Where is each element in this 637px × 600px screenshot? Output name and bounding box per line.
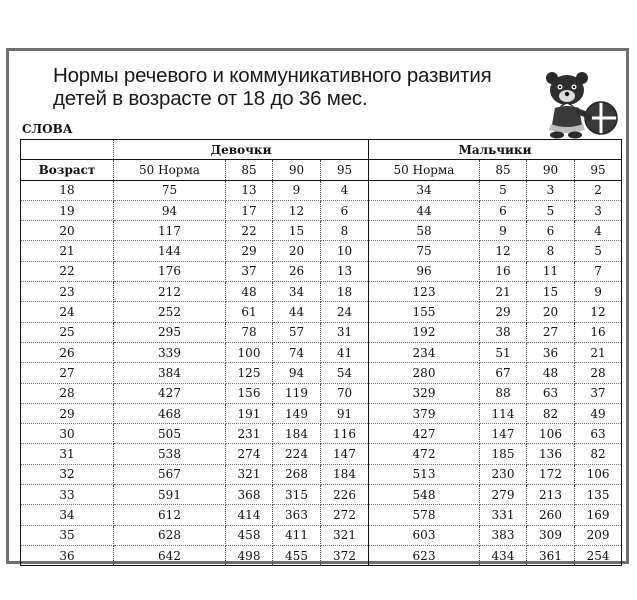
table-row — [21, 221, 622, 241]
boys-value-cell: 5 — [527, 200, 575, 220]
boys-value-cell: 434 — [480, 545, 527, 565]
girls-value-cell: 368 — [226, 485, 273, 505]
boys-value-cell: 49 — [575, 403, 622, 423]
girls-value-cell: 458 — [226, 525, 273, 545]
table-row — [21, 545, 622, 565]
table-row — [21, 485, 622, 505]
age-cell: 24 — [21, 302, 114, 322]
table-row — [21, 322, 622, 342]
age-cell: 31 — [21, 444, 114, 464]
table-row — [21, 180, 622, 200]
boys-value-cell: 472 — [369, 444, 480, 464]
girls-value-cell: 315 — [273, 485, 321, 505]
table-row — [21, 464, 622, 484]
girls-value-cell: 191 — [226, 403, 273, 423]
girls-col-50: 50 Норма — [114, 160, 226, 180]
bear-with-ball-icon — [539, 66, 621, 140]
boys-value-cell: 58 — [369, 221, 480, 241]
boys-value-cell: 260 — [527, 505, 575, 525]
boys-value-cell: 37 — [575, 383, 622, 403]
girls-value-cell: 295 — [114, 322, 226, 342]
table-row — [21, 261, 622, 281]
table-row — [21, 403, 622, 423]
boys-value-cell: 548 — [369, 485, 480, 505]
boys-value-cell: 106 — [527, 424, 575, 444]
boys-value-cell: 5 — [575, 241, 622, 261]
girls-value-cell: 57 — [273, 322, 321, 342]
boys-value-cell: 20 — [527, 302, 575, 322]
table-row — [21, 444, 622, 464]
girls-value-cell: 44 — [273, 302, 321, 322]
girls-value-cell: 41 — [321, 342, 369, 362]
boys-value-cell: 2 — [575, 180, 622, 200]
girls-value-cell: 61 — [226, 302, 273, 322]
boys-value-cell: 63 — [527, 383, 575, 403]
norms-card — [6, 48, 629, 564]
boys-value-cell: 63 — [575, 424, 622, 444]
boys-value-cell: 82 — [527, 403, 575, 423]
boys-value-cell: 6 — [480, 200, 527, 220]
age-cell: 32 — [21, 464, 114, 484]
boys-value-cell: 88 — [480, 383, 527, 403]
table-row — [21, 342, 622, 362]
girls-value-cell: 26 — [273, 261, 321, 281]
girls-value-cell: 184 — [321, 464, 369, 484]
table-row — [21, 282, 622, 302]
age-cell: 22 — [21, 261, 114, 281]
table-row — [21, 525, 622, 545]
age-cell: 33 — [21, 485, 114, 505]
girls-value-cell: 4 — [321, 180, 369, 200]
girls-value-cell: 119 — [273, 383, 321, 403]
girls-value-cell: 48 — [226, 282, 273, 302]
boys-value-cell: 9 — [575, 282, 622, 302]
girls-value-cell: 505 — [114, 424, 226, 444]
girls-value-cell: 212 — [114, 282, 226, 302]
girls-value-cell: 224 — [273, 444, 321, 464]
girls-value-cell: 29 — [226, 241, 273, 261]
boys-value-cell: 209 — [575, 525, 622, 545]
boys-value-cell: 280 — [369, 363, 480, 383]
girls-value-cell: 384 — [114, 363, 226, 383]
girls-value-cell: 15 — [273, 221, 321, 241]
girls-value-cell: 70 — [321, 383, 369, 403]
boys-value-cell: 234 — [369, 342, 480, 362]
age-cell: 26 — [21, 342, 114, 362]
boys-group-header: Мальчики — [369, 140, 622, 160]
boys-value-cell: 7 — [575, 261, 622, 281]
age-cell: 29 — [21, 403, 114, 423]
girls-value-cell: 6 — [321, 200, 369, 220]
girls-col-95: 95 — [321, 160, 369, 180]
boys-value-cell: 82 — [575, 444, 622, 464]
age-cell: 27 — [21, 363, 114, 383]
boys-value-cell: 329 — [369, 383, 480, 403]
girls-value-cell: 9 — [273, 180, 321, 200]
norms-table-body — [21, 180, 622, 566]
girls-value-cell: 12 — [273, 200, 321, 220]
section-label: СЛОВА — [22, 122, 73, 136]
girls-value-cell: 13 — [226, 180, 273, 200]
boys-value-cell: 172 — [527, 464, 575, 484]
age-cell: 19 — [21, 200, 114, 220]
boys-value-cell: 155 — [369, 302, 480, 322]
girls-value-cell: 411 — [273, 525, 321, 545]
age-cell: 20 — [21, 221, 114, 241]
girls-value-cell: 252 — [114, 302, 226, 322]
boys-value-cell: 254 — [575, 545, 622, 565]
boys-col-85: 85 — [480, 160, 527, 180]
girls-value-cell: 100 — [226, 342, 273, 362]
girls-value-cell: 372 — [321, 545, 369, 565]
girls-value-cell: 144 — [114, 241, 226, 261]
boys-value-cell: 29 — [480, 302, 527, 322]
title-line-2: детей в возрасте от 18 до 36 мес. — [53, 87, 368, 110]
boys-value-cell: 106 — [575, 464, 622, 484]
girls-value-cell: 149 — [273, 403, 321, 423]
boys-value-cell: 16 — [575, 322, 622, 342]
boys-value-cell: 48 — [527, 363, 575, 383]
corner-cell — [21, 140, 114, 160]
age-cell: 25 — [21, 322, 114, 342]
girls-value-cell: 612 — [114, 505, 226, 525]
boys-col-50: 50 Норма — [369, 160, 480, 180]
girls-value-cell: 455 — [273, 545, 321, 565]
girls-value-cell: 538 — [114, 444, 226, 464]
boys-value-cell: 383 — [480, 525, 527, 545]
boys-value-cell: 603 — [369, 525, 480, 545]
table-row — [21, 241, 622, 261]
boys-value-cell: 96 — [369, 261, 480, 281]
table-row — [21, 383, 622, 403]
boys-value-cell: 9 — [480, 221, 527, 241]
girls-value-cell: 17 — [226, 200, 273, 220]
girls-value-cell: 567 — [114, 464, 226, 484]
boys-value-cell: 331 — [480, 505, 527, 525]
boys-value-cell: 169 — [575, 505, 622, 525]
age-cell: 18 — [21, 180, 114, 200]
girls-value-cell: 22 — [226, 221, 273, 241]
girls-value-cell: 363 — [273, 505, 321, 525]
boys-value-cell: 114 — [480, 403, 527, 423]
boys-value-cell: 8 — [527, 241, 575, 261]
girls-value-cell: 321 — [321, 525, 369, 545]
girls-value-cell: 274 — [226, 444, 273, 464]
girls-value-cell: 176 — [114, 261, 226, 281]
boys-value-cell: 12 — [575, 302, 622, 322]
boys-col-95: 95 — [575, 160, 622, 180]
age-column-header: Возраст — [21, 160, 114, 180]
boys-value-cell: 135 — [575, 485, 622, 505]
boys-value-cell: 279 — [480, 485, 527, 505]
boys-value-cell: 67 — [480, 363, 527, 383]
boys-value-cell: 12 — [480, 241, 527, 261]
girls-col-90: 90 — [273, 160, 321, 180]
boys-value-cell: 3 — [527, 180, 575, 200]
girls-value-cell: 91 — [321, 403, 369, 423]
boys-value-cell: 3 — [575, 200, 622, 220]
boys-col-90: 90 — [527, 160, 575, 180]
age-cell: 36 — [21, 545, 114, 565]
boys-value-cell: 578 — [369, 505, 480, 525]
table-row — [21, 363, 622, 383]
girls-value-cell: 414 — [226, 505, 273, 525]
girls-value-cell: 147 — [321, 444, 369, 464]
boys-value-cell: 185 — [480, 444, 527, 464]
boys-value-cell: 21 — [480, 282, 527, 302]
boys-value-cell: 51 — [480, 342, 527, 362]
girls-value-cell: 75 — [114, 180, 226, 200]
page-title — [53, 64, 492, 110]
girls-value-cell: 31 — [321, 322, 369, 342]
girls-value-cell: 117 — [114, 221, 226, 241]
boys-value-cell: 623 — [369, 545, 480, 565]
girls-value-cell: 54 — [321, 363, 369, 383]
girls-value-cell: 13 — [321, 261, 369, 281]
girls-value-cell: 226 — [321, 485, 369, 505]
girls-value-cell: 94 — [273, 363, 321, 383]
boys-value-cell: 309 — [527, 525, 575, 545]
boys-value-cell: 427 — [369, 424, 480, 444]
age-cell: 35 — [21, 525, 114, 545]
boys-value-cell: 4 — [575, 221, 622, 241]
girls-value-cell: 591 — [114, 485, 226, 505]
boys-value-cell: 15 — [527, 282, 575, 302]
girls-value-cell: 37 — [226, 261, 273, 281]
girls-value-cell: 20 — [273, 241, 321, 261]
boys-value-cell: 361 — [527, 545, 575, 565]
boys-value-cell: 75 — [369, 241, 480, 261]
girls-value-cell: 468 — [114, 403, 226, 423]
girls-value-cell: 231 — [226, 424, 273, 444]
boys-value-cell: 147 — [480, 424, 527, 444]
boys-value-cell: 28 — [575, 363, 622, 383]
girls-value-cell: 8 — [321, 221, 369, 241]
table-row — [21, 505, 622, 525]
girls-value-cell: 339 — [114, 342, 226, 362]
title-line-1: Нормы речевого и коммуникативного развития — [53, 64, 492, 87]
boys-value-cell: 230 — [480, 464, 527, 484]
boys-value-cell: 11 — [527, 261, 575, 281]
girls-value-cell: 94 — [114, 200, 226, 220]
girls-value-cell: 78 — [226, 322, 273, 342]
table-row — [21, 200, 622, 220]
girls-value-cell: 34 — [273, 282, 321, 302]
boys-value-cell: 16 — [480, 261, 527, 281]
girls-col-85: 85 — [226, 160, 273, 180]
boys-value-cell: 6 — [527, 221, 575, 241]
boys-value-cell: 513 — [369, 464, 480, 484]
age-cell: 23 — [21, 282, 114, 302]
boys-value-cell: 34 — [369, 180, 480, 200]
boys-value-cell: 36 — [527, 342, 575, 362]
group-header-row — [21, 140, 622, 160]
boys-value-cell: 136 — [527, 444, 575, 464]
girls-value-cell: 268 — [273, 464, 321, 484]
column-header-row — [21, 160, 622, 180]
girls-value-cell: 184 — [273, 424, 321, 444]
girls-value-cell: 18 — [321, 282, 369, 302]
boys-value-cell: 44 — [369, 200, 480, 220]
girls-value-cell: 628 — [114, 525, 226, 545]
girls-value-cell: 427 — [114, 383, 226, 403]
age-cell: 21 — [21, 241, 114, 261]
boys-value-cell: 213 — [527, 485, 575, 505]
girls-value-cell: 125 — [226, 363, 273, 383]
age-cell: 34 — [21, 505, 114, 525]
girls-value-cell: 116 — [321, 424, 369, 444]
age-cell: 28 — [21, 383, 114, 403]
table-row — [21, 424, 622, 444]
girls-value-cell: 498 — [226, 545, 273, 565]
table-row — [21, 302, 622, 322]
girls-value-cell: 74 — [273, 342, 321, 362]
boys-value-cell: 123 — [369, 282, 480, 302]
girls-group-header: Девочки — [114, 140, 369, 160]
girls-value-cell: 642 — [114, 545, 226, 565]
norms-table — [20, 139, 622, 566]
boys-value-cell: 21 — [575, 342, 622, 362]
girls-value-cell: 10 — [321, 241, 369, 261]
boys-value-cell: 379 — [369, 403, 480, 423]
boys-value-cell: 5 — [480, 180, 527, 200]
girls-value-cell: 24 — [321, 302, 369, 322]
boys-value-cell: 192 — [369, 322, 480, 342]
girls-value-cell: 321 — [226, 464, 273, 484]
boys-value-cell: 27 — [527, 322, 575, 342]
girls-value-cell: 272 — [321, 505, 369, 525]
boys-value-cell: 38 — [480, 322, 527, 342]
girls-value-cell: 156 — [226, 383, 273, 403]
age-cell: 30 — [21, 424, 114, 444]
